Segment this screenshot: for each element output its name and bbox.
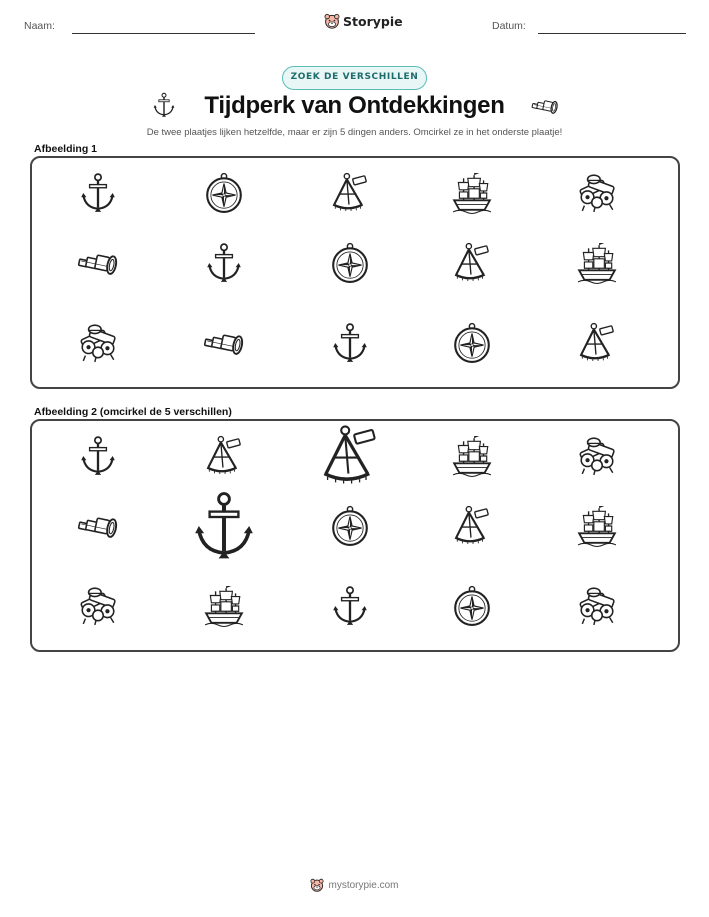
telescope-icon	[529, 92, 561, 120]
ship-icon	[576, 505, 618, 547]
name-label: Naam:	[24, 20, 55, 32]
grid-cell	[329, 172, 371, 214]
grid-cell[interactable]	[77, 435, 119, 477]
picture2-panel[interactable]	[30, 419, 680, 652]
picture1-panel	[30, 156, 680, 389]
grid-cell	[77, 322, 119, 364]
date-field[interactable]	[538, 33, 686, 34]
grid-cell	[576, 172, 618, 214]
grid-cell[interactable]	[451, 585, 493, 627]
anchor-icon	[203, 242, 245, 284]
treasure-pile-icon	[576, 585, 618, 627]
grid-cell	[203, 322, 245, 364]
grid-cell	[451, 172, 493, 214]
brand-logo	[324, 13, 403, 29]
ship-icon	[576, 242, 618, 284]
anchor-icon	[77, 172, 119, 214]
anchor-icon	[77, 435, 119, 477]
grid-cell[interactable]	[318, 424, 382, 488]
activity-badge: ZOEK DE VERSCHILLEN	[282, 66, 427, 90]
grid-cell	[451, 322, 493, 364]
grid-cell[interactable]	[77, 585, 119, 627]
grid-cell[interactable]	[576, 505, 618, 547]
instructions: De twee plaatjes lijken hetzelfde, maar er zijn 5 dingen anders. Omcirkel ze in het onderste plaatje!	[146, 127, 563, 138]
grid-cell[interactable]	[451, 505, 493, 547]
anchor-icon	[188, 490, 260, 562]
title-row	[0, 90, 709, 126]
grid-cell[interactable]	[203, 435, 245, 477]
compass-icon	[203, 172, 245, 214]
ship-icon	[203, 585, 245, 627]
footer-url: mystorypie.com	[328, 879, 399, 891]
sextant-icon	[451, 242, 493, 284]
brand-name: Storypie	[343, 13, 403, 29]
compass-icon	[451, 322, 493, 364]
sextant-icon	[203, 435, 245, 477]
treasure-pile-icon	[77, 585, 119, 627]
anchor-icon	[329, 322, 371, 364]
sextant-icon	[451, 505, 493, 547]
telescope-icon	[77, 242, 119, 284]
grid-cell	[576, 322, 618, 364]
sextant-icon	[576, 322, 618, 364]
grid-cell	[203, 242, 245, 284]
grid-cell[interactable]	[451, 435, 493, 477]
ship-icon	[451, 172, 493, 214]
compass-icon	[451, 585, 493, 627]
storypie-logo-icon	[310, 878, 324, 892]
compass-icon	[329, 505, 371, 547]
footer	[0, 878, 709, 892]
storypie-logo-icon	[324, 13, 340, 29]
grid-cell	[203, 172, 245, 214]
anchor-icon	[329, 585, 371, 627]
treasure-pile-icon	[576, 435, 618, 477]
treasure-pile-icon	[576, 172, 618, 214]
picture1-label: Afbeelding 1	[34, 143, 98, 155]
grid-cell[interactable]	[188, 490, 260, 562]
date-label: Datum:	[492, 20, 526, 32]
telescope-icon	[203, 322, 245, 364]
grid-cell	[576, 242, 618, 284]
grid-cell[interactable]	[329, 585, 371, 627]
treasure-pile-icon	[77, 322, 119, 364]
grid-cell	[329, 322, 371, 364]
grid-cell	[77, 172, 119, 214]
grid-cell[interactable]	[329, 505, 371, 547]
compass-icon	[329, 242, 371, 284]
page-title: Tijdperk van Ontdekkingen	[204, 92, 505, 119]
sextant-icon	[318, 424, 382, 488]
grid-cell[interactable]	[77, 505, 119, 547]
grid-cell[interactable]	[203, 585, 245, 627]
grid-cell	[329, 242, 371, 284]
sextant-icon	[329, 172, 371, 214]
name-field[interactable]	[72, 33, 255, 34]
grid-cell	[77, 242, 119, 284]
grid-cell[interactable]	[576, 585, 618, 627]
picture2-label: Afbeelding 2 (omcirkel de 5 verschillen)	[34, 406, 232, 418]
ship-icon	[451, 435, 493, 477]
telescope-icon	[77, 505, 119, 547]
grid-cell	[451, 242, 493, 284]
grid-cell[interactable]	[576, 435, 618, 477]
